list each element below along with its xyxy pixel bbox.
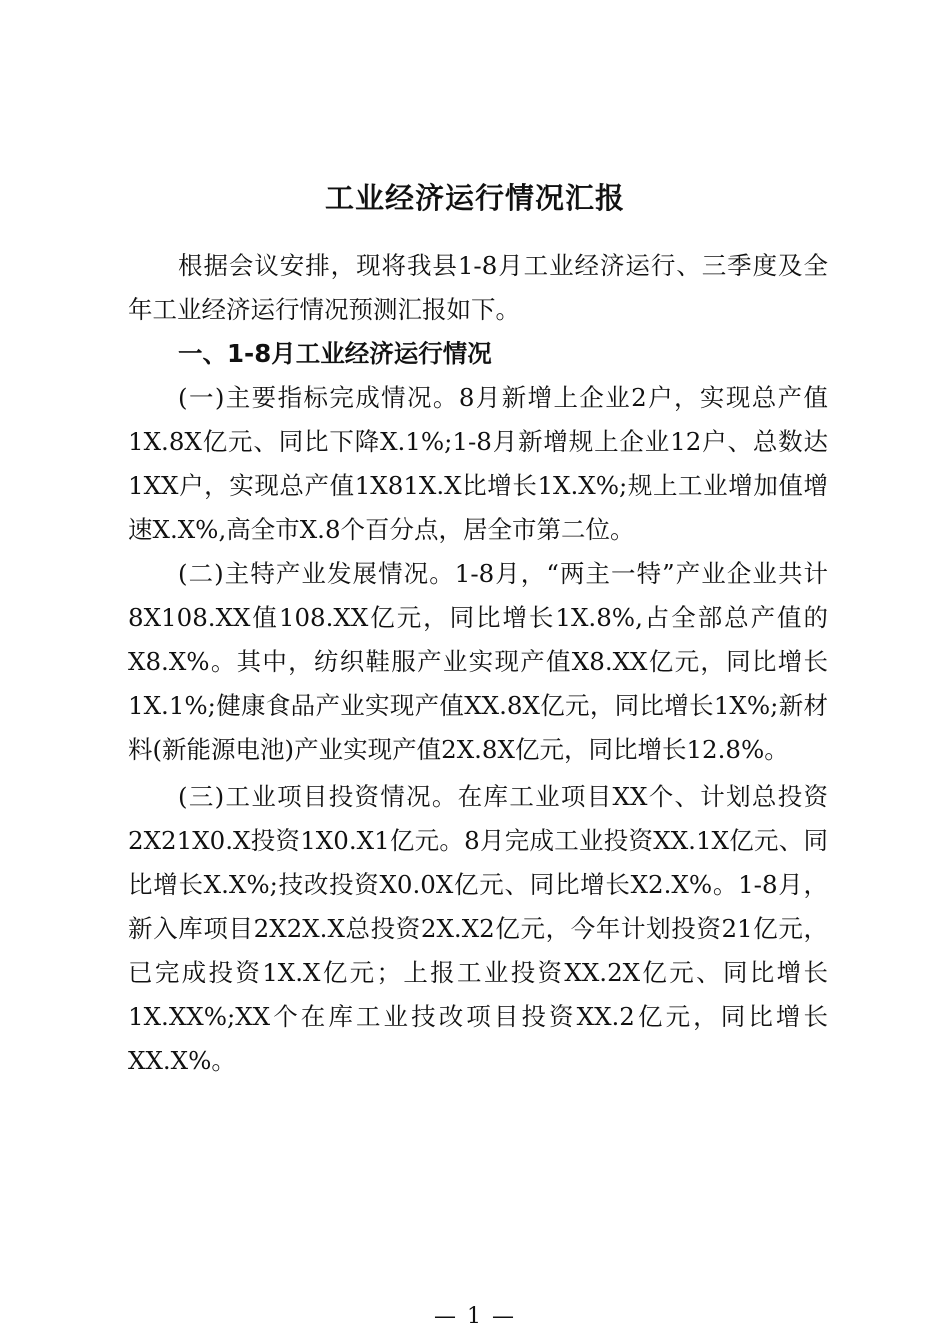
page-number: — 1 — [434,1304,516,1329]
paragraph-project-investment: (三)工业项目投资情况。在库工业项目XX个、计划总投资2X21X0.X投资1X0.X1亿元。8月完成工业投资XX.1X亿元、同比增长X.X%;技改投资X0.0X亿元、同比增长X2.X%。1-8月，新入库项目2X2X.X总投资2X.X2亿元，今年计划投资21亿元，已完成投资1X.X亿元；上报工业投资XX.2X亿元、同比增长1X.XX%;XX个在库工业技改项目投资XX.2亿元，同比增长XX.X%。 [128,782,828,1075]
document-title: 工业经济运行情况汇报 [324,181,625,215]
paragraph-main-indicators: (一)主要指标完成情况。8月新增上企业2户，实现总产值1X.8X亿元、同比下降X.1%;1-8月新增规上企业12户、总数达1XX户，实现总产值1X81X.X比增长1X.X%;规上工业增加值增速X.X%,高全市X.8个百分点，居全市第二位。 [128,383,828,544]
paragraph-industry-development: (二)主特产业发展情况。1-8月，“两主一特”产业企业共计8X108.XX值108.XX亿元，同比增长1X.8%,占全部总产值的X8.X%。其中，纺织鞋服产业实现产值X8.XX亿元，同比增长1X.1%;健康食品产业实现产值XX.8X亿元，同比增长1X%;新材料(新能源电池)产业实现产值2X.8X亿元，同比增长12.8%。 [128,559,828,764]
intro-paragraph: 根据会议安排，现将我县1-8月工业经济运行、三季度及全年工业经济运行情况预测汇报如下。 [128,251,828,324]
section-heading: 一、1-8月工业经济运行情况 [178,339,492,368]
